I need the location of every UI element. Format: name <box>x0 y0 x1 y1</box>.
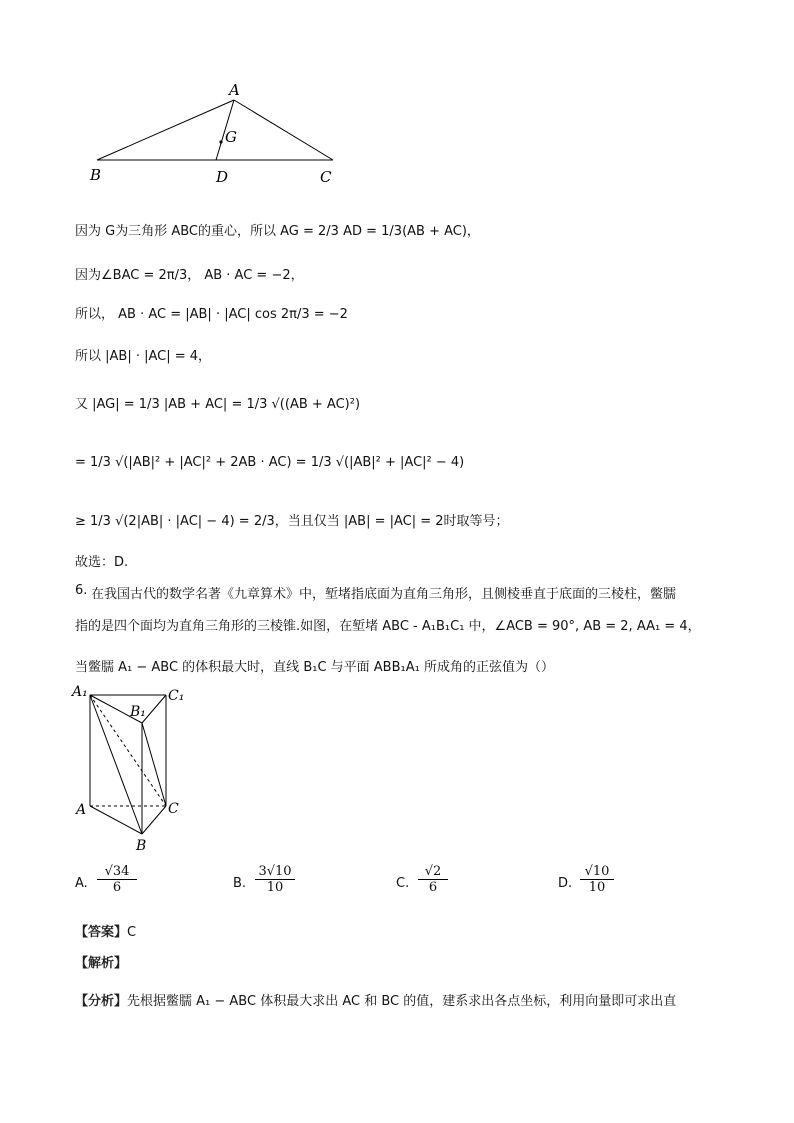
label-c: C <box>320 168 332 186</box>
option-fraction <box>580 864 614 895</box>
option-denominator: 10 <box>266 880 284 895</box>
question-line-1: 在我国古代的数学名著《九章算术》中，堑堵指底面为直角三角形，且侧棱垂直于底面的三棱柱，鳖臑 <box>91 587 677 602</box>
label-b: B <box>136 838 147 854</box>
fenxi-label: 【分析】 <box>75 994 128 1009</box>
solution-line-1: 因为 G为三角形 ABC的重心，所以 AG = 2/3 AD = 1/3(AB + AC)， <box>75 224 480 239</box>
answer-label: 【答案】 <box>75 925 128 940</box>
option-letter: B. <box>233 876 247 891</box>
label-d: D <box>216 168 229 186</box>
option-numerator: √10 <box>580 864 614 880</box>
label-a1: A₁ <box>72 684 88 700</box>
option-fraction <box>418 864 448 895</box>
option-fraction <box>255 864 295 895</box>
solution-line-2: 因为∠BAC = 2π/3， AB · AC = −2， <box>75 268 304 283</box>
solution-conclusion: 故选：D. <box>75 555 129 570</box>
solution-line-4: 所以 |AB| · |AC| = 4， <box>75 349 212 364</box>
label-c1: C₁ <box>168 688 185 704</box>
solution-line-6: = 1/3 √(|AB|² + |AC|² + 2AB · AC) = 1/3 √(|AB|² + |AC|² − 4) <box>75 455 465 470</box>
solution-line-7: ≥ 1/3 √(2|AB| · |AC| − 4) = 2/3，当且仅当 |AB| = |AC| = 2时取等号； <box>75 514 509 529</box>
label-b1: B₁ <box>130 704 146 720</box>
edge-b1-c <box>142 723 166 806</box>
triangle-figure <box>80 82 350 192</box>
option-letter: C. <box>396 876 410 891</box>
fenxi-text: 先根据鳖臑 A₁ − ABC 体积最大求出 AC 和 BC 的值，建系求出各点坐标，利用向量即可求出直 <box>127 994 677 1009</box>
fenxi-line <box>75 990 676 1009</box>
option-numerator: √2 <box>418 864 448 880</box>
label-b: B <box>90 166 102 184</box>
answer-line <box>75 921 136 940</box>
edge-ac <box>234 100 333 160</box>
label-g: G <box>225 128 237 146</box>
edge-b-c <box>142 806 166 834</box>
solution-line-3: 所以， AB · AC = |AB| · |AC| cos 2π/3 = −2 <box>75 307 348 322</box>
question-line-3: 当鳖臑 A₁ − ABC 的体积最大时，直线 B₁C 与平面 ABB₁A₁ 所成角的正弦值为（） <box>75 660 554 675</box>
solution-line-5: 又 |AG| = 1/3 |AB + AC| = 1/3 √((AB + AC)²) <box>75 397 361 412</box>
edge-ab <box>97 100 234 160</box>
question-line-2: 指的是四个面均为直角三角形的三棱锥.如图，在堑堵 ABC - A₁B₁C₁ 中，∠ACB = 90°, AB = 2, AA₁ = 4， <box>75 619 701 634</box>
edge-a-b <box>90 806 142 834</box>
label-a: A <box>229 82 240 99</box>
answer-value: C <box>127 925 137 940</box>
centroid-point <box>219 140 222 143</box>
option-fraction <box>97 864 137 895</box>
option-denominator: 10 <box>588 880 606 895</box>
question-number: 6. <box>75 583 88 598</box>
option-letter: D. <box>558 876 573 891</box>
prism-figure <box>70 682 200 857</box>
label-a: A <box>76 802 87 818</box>
hidden-edge-a1-c <box>90 695 166 806</box>
option-letter: A. <box>75 876 88 891</box>
option-denominator: 6 <box>428 880 438 895</box>
option-numerator: √34 <box>97 864 137 880</box>
analysis-label: 【解析】 <box>75 956 128 971</box>
label-c: C <box>168 801 179 817</box>
option-denominator: 6 <box>112 880 122 895</box>
option-numerator: 3√10 <box>255 864 295 880</box>
